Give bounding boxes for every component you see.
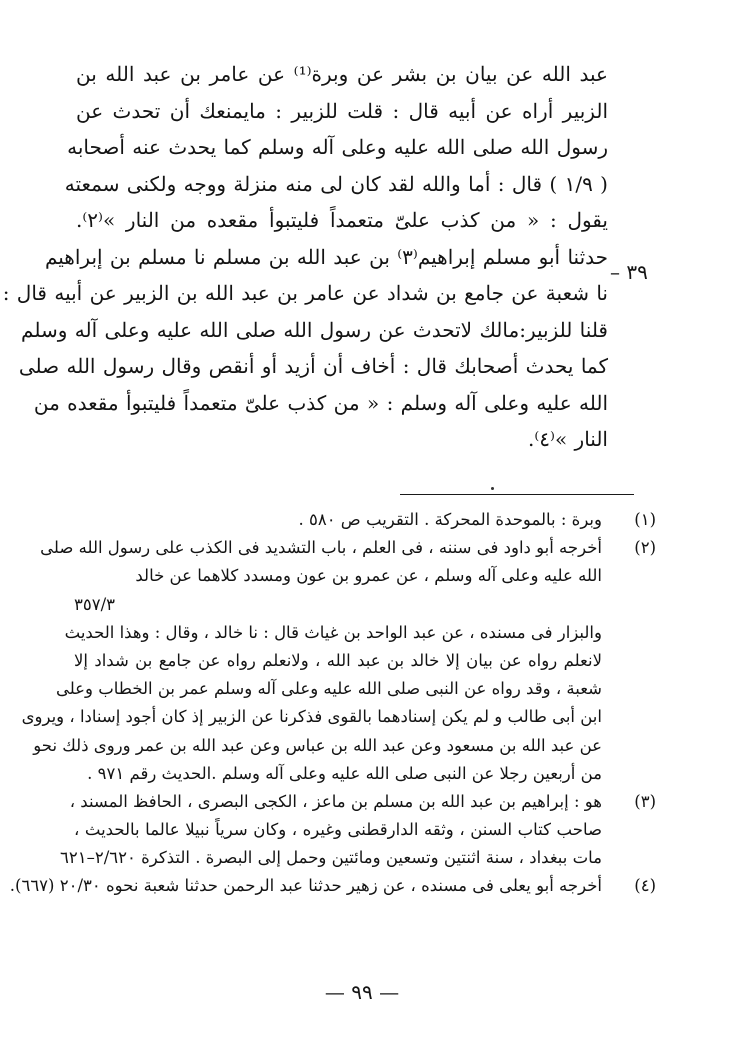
footnote-line: والبزار فى مسنده ، عن عبد الواحد بن غياث قال : نا خالد ، وقال : وهذا الحديث xyxy=(64,622,602,642)
footnote-line: الله عليه وعلى آله وسلم ، عن عمرو بن عون ومسدد كلاهما عن خالد xyxy=(135,566,602,586)
hadith-number: ٣٩ – xyxy=(610,260,648,284)
footnote-line: ابن أبى طالب و لم يكن إسنادهما بالقوى فذكرنا عن الزبير إذ كان أجود إسنادا ، ويروى xyxy=(21,707,602,727)
main-text-line: رسول الله صلى الله عليه وعلى آله وسلم كما يحدث عنه أصحابه xyxy=(67,135,608,159)
footnote-number: (٢) xyxy=(634,538,656,558)
footnote-line: شعبة ، وقد رواه عن النبى صلى الله عليه وعلى آله وسلم عمر بن الخطاب وعلى xyxy=(55,679,602,699)
hadith-text-line: الله عليه وعلى آله وسلم : « من كذب علىّ متعمداً فليتبوأ مقعده من xyxy=(33,390,608,415)
main-text-line: ( ١/٩ ) قال : أما والله لقد كان لى منه منزلة ووجه ولكنى سمعته xyxy=(64,171,608,196)
footnote-line: لانعلم رواه عن بيان إلا خالد بن عبد الله ، ولانعلم رواه عن جامع بن شداد إلا xyxy=(74,650,602,670)
footnote-line: عن عبد الله بن مسعود وعن عبد الله بن عباس وعن عبد الله بن عمر وروى ذلك نحو xyxy=(33,735,602,755)
hadith-text-line: كما يحدث أصحابك قال : أخاف أن أزيد أو أنقص وقال رسول الله صلى xyxy=(18,354,608,378)
hadith-text-line: قلنا للزبير:مالك لاتحدث عن رسول الله صلى الله عليه وعلى آله وسلم xyxy=(21,317,608,342)
page-number: — ٩٩ — xyxy=(324,980,400,1004)
main-text-line: يقول : « من كذب علىّ متعمداً فليتبوأ مقعده من النار »⁽٢⁾. xyxy=(76,208,608,232)
footnote-4 xyxy=(9,872,656,900)
footnotes xyxy=(9,506,656,901)
main-text-line: الزبير أراه عن أبيه قال : قلت للزبير : مايمنعك أن تحدث عن xyxy=(76,98,608,123)
footnote-number: (٤) xyxy=(634,876,656,896)
footnote-line: مات ببغداد ، سنة اثنتين وتسعين ومائتين وحمل إلى البصرة . التذكرة ٢/٦٢٠–٦٢١ xyxy=(59,848,602,868)
hadith-text-line: حدثنا أبو مسلم إبراهيم⁽٣⁾ بن عبد الله بن مسلم نا مسلم بن إبراهيم xyxy=(44,244,608,269)
footnote-reference: ٣٥٧/٣ xyxy=(74,594,116,614)
footnote-line: صاحب كتاب السنن ، وثقه الدارقطنى وغيره ، وكان سرياً نبيلا عالما بالحديث ، xyxy=(74,820,602,840)
footnote-number: (٣) xyxy=(634,791,656,811)
footnote-1 xyxy=(74,506,656,534)
footnote-line: أخرجه أبو داود فى سننه ، فى العلم ، باب التشديد فى الكذب على رسول الله صلى xyxy=(40,538,602,558)
hadith-text-line: نا شعبة عن جامع بن شداد عن عامر بن عبد الله بن الزبير عن أبيه قال : xyxy=(2,281,608,305)
footnote-line: وبرة : بالموحدة المحركة . التقريب ص ٥٨٠ . xyxy=(298,510,602,529)
main-text xyxy=(2,56,608,458)
footnote-line: من أربعين رجلا عن النبى صلى الله عليه وعلى آله وسلم .الحديث رقم ٩٧١ . xyxy=(87,763,602,783)
separator-dot xyxy=(491,487,494,490)
main-text-line: عبد الله عن بيان بن بشر عن وبرة⁽¹⁾ عن عامر بن عبد الله بن xyxy=(76,62,608,86)
footnote-separator xyxy=(400,494,634,495)
footnote-number: (١) xyxy=(634,510,656,529)
hadith-text-line: النار »⁽٤⁾. xyxy=(528,427,608,451)
footnote-2 xyxy=(21,534,656,788)
footnote-3 xyxy=(59,788,656,873)
footnote-line: هو : إبراهيم بن عبد الله بن مسلم بن ماعز ، الكجى البصرى ، الحافظ المسند ، xyxy=(69,791,602,811)
footnote-line: أخرجه أبو يعلى فى مسنده ، عن زهير حدثنا عبد الرحمن حدثنا شعبة نحوه ٢٠/٣٠ (٦٦٧). xyxy=(9,876,602,896)
